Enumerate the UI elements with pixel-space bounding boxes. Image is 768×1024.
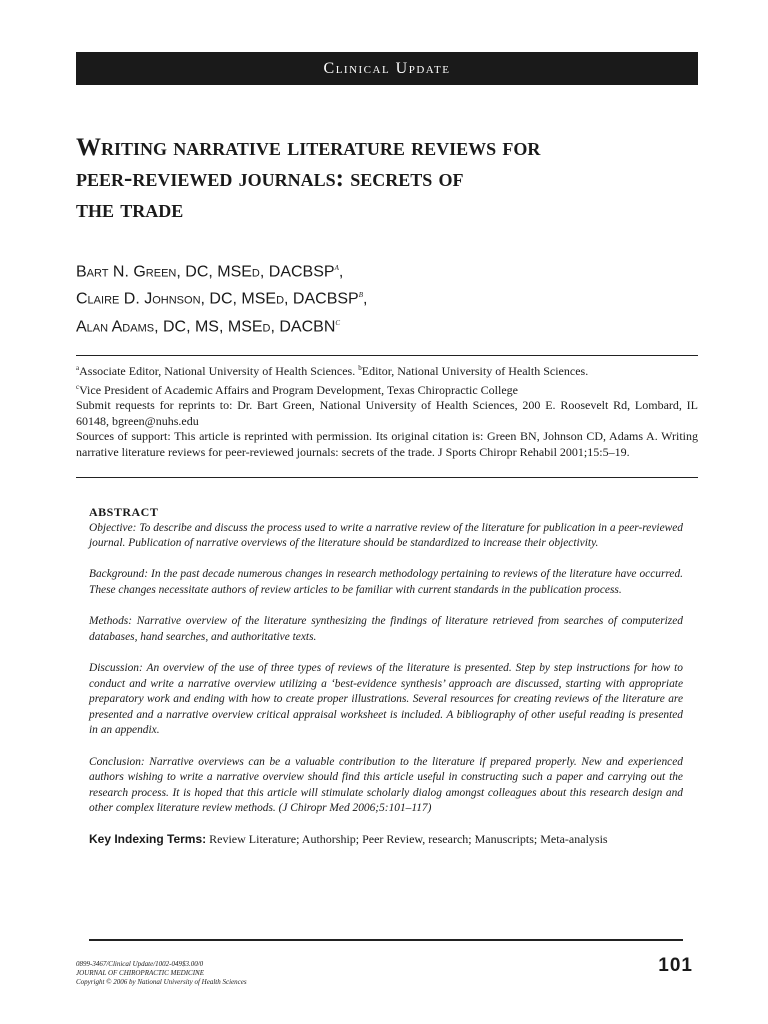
abstract-section <box>89 505 683 848</box>
abstract-heading: ABSTRACT <box>89 505 159 519</box>
keywords-label: Key Indexing Terms: <box>89 832 207 847</box>
affiliation-top-rule <box>76 355 698 356</box>
section-banner <box>76 52 698 85</box>
footer-copyright: Copyright © 2006 by National University of Health Sciences <box>76 978 247 986</box>
abstract-objective: Objective: To describe and discuss the process used to write a narrative review of the literature for publication in a peer-reviewed journal. Publication of narrative overviews of the literature should be standardized to increase their objectivity. <box>89 521 683 550</box>
abstract-conclusion: Conclusion: Narrative overviews can be a valuable contribution to the literature if prepared properly. New and experienced authors wishing to write a narrative overview should find this article useful in constructing such a paper and carrying out the research process. It is hoped that this article will stimulate scholarly dialog amongst colleagues about this research design and other complex literature review methods. (J Chiropr Med 2006;5:101–117) <box>89 755 683 815</box>
affiliation-c: $^c$Vice President of Academic Affairs and Program Development, Texas Chiropractic College <box>76 382 518 397</box>
affiliation-bottom-rule <box>76 477 698 478</box>
title-line-3: the trade <box>76 196 184 223</box>
section-label: Clinical Update <box>323 59 451 77</box>
author-2: Claire D. Johnson, DC, MSEd, DACBSP$^b$, <box>76 289 368 308</box>
affiliations-block <box>76 361 698 460</box>
journal-footer <box>76 960 376 987</box>
footer-rule <box>89 939 683 941</box>
abstract-discussion: Discussion: An overview of the use of three types of reviews of the literature is presented. Step by step instructions for how to conduct and write a narrative overview utilizing a ‘best-evidence synthesis’ approach are discussed, starting with appropriate preparatory work and ending with how to create proper illustrations. Several resources for creating reviews of the literature are presented and a narrative overview critical appraisal worksheet is included. A bibliography of other useful reading is presented in an appendix. <box>89 661 683 737</box>
key-indexing-terms <box>89 832 683 848</box>
footer-code: 0899-3467/Clinical Update/1002-049$3.00/0 <box>76 960 204 968</box>
author-3: Alan Adams, DC, MS, MSEd, DACBN$^c$ <box>76 316 341 335</box>
keywords-text: Review Literature; Authorship; Peer Review, research; Manuscripts; Meta-analysis <box>209 832 608 847</box>
sources-of-support: Sources of support: This article is reprinted with permission. Its original citation is: Green BN, Johnson CD, Adams A. Writing narrative literature reviews for peer-reviewed journals: secrets of the trade. J Sports Chiropr Rehabil 2001;15:5–19. <box>76 429 698 459</box>
affiliation-ab: $^a$Associate Editor, National University of Health Sciences. $^b$Editor, National University of Health Sciences. <box>76 364 589 378</box>
title-line-1: Writing narrative literature reviews for <box>76 134 541 161</box>
author-1: Bart N. Green, DC, MSEd, DACBSP$^a$, <box>76 262 344 281</box>
abstract-background: Background: In the past decade numerous changes in research methodology pertaining to reviews of the literature have occurred. These changes necessitate authors of review articles to be familiar with current standards in the publication process. <box>89 568 683 596</box>
article-title <box>76 132 716 225</box>
footer-journal: JOURNAL OF CHIROPRACTIC MEDICINE <box>76 969 204 977</box>
reprint-request: Submit requests for reprints to: Dr. Bart Green, National University of Health Sciences, 200 E. Roosevelt Rd, Lombard, IL 60148, bgreen@nuhs.edu <box>76 398 698 428</box>
title-line-2: peer-reviewed journals: secrets of <box>76 165 464 192</box>
page-number: 101 <box>658 955 693 976</box>
author-list <box>76 256 696 338</box>
abstract-methods: Methods: Narrative overview of the literature synthesizing the findings of literature retrieved from searches of computerized databases, hand searches, and authoritative texts. <box>89 615 683 643</box>
